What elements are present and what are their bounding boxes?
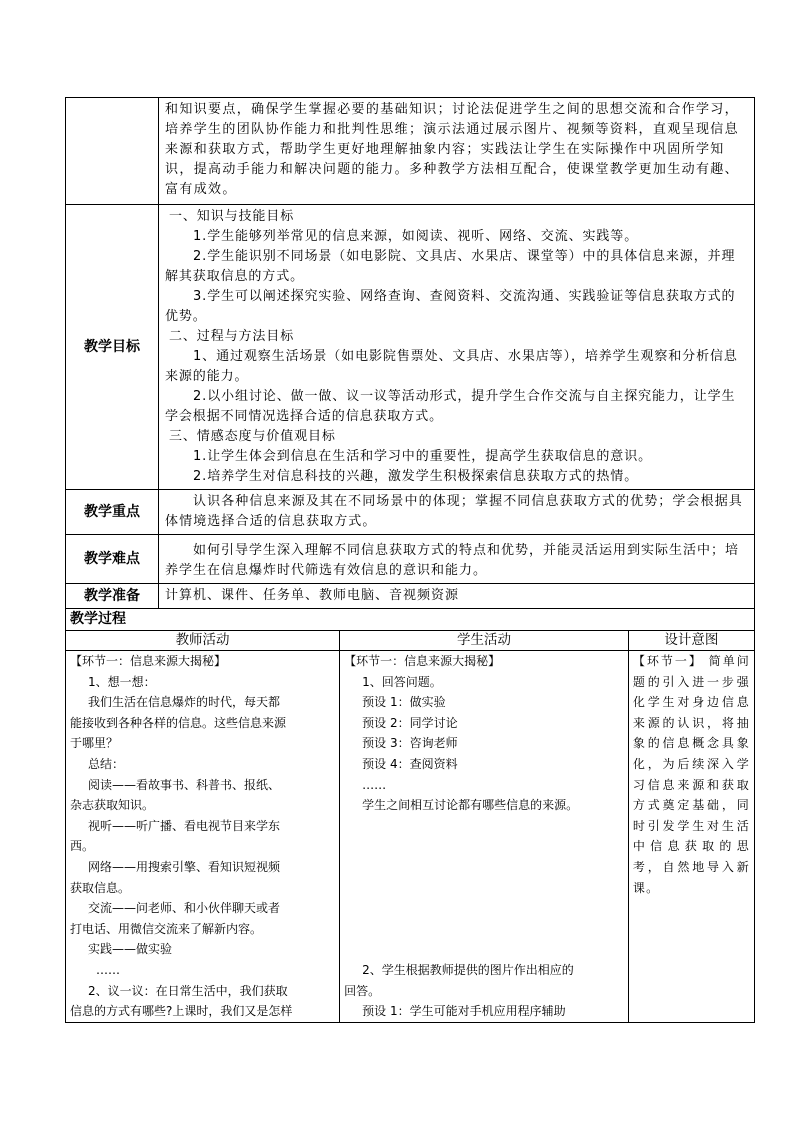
student-line: 回答。 bbox=[344, 983, 381, 998]
process-header-row bbox=[66, 631, 755, 651]
process-table bbox=[65, 630, 755, 1023]
teacher-line: 杂志获取知识。 bbox=[70, 798, 155, 813]
spacer bbox=[344, 939, 624, 960]
objective-attitude-1: 1.让学生体会到信息在生活和学习中的重要性，提高学生获取信息的意识。 bbox=[193, 449, 653, 464]
teacher-activity-cell bbox=[66, 651, 340, 1023]
objective-process-2: 2.以小组讨论、做一做、议一议等活动形式，提升学生合作交流与自主探究能力，让学生学会根据不同情况选择合适的信息获取方式。 bbox=[165, 389, 736, 424]
spacer bbox=[344, 878, 624, 899]
difficulties-row bbox=[66, 535, 755, 584]
teacher-line: 【环节一：信息来源大揭秘】 bbox=[70, 654, 227, 668]
spacer bbox=[344, 836, 624, 857]
teacher-line: 实践——做实验 bbox=[88, 942, 173, 957]
teacher-activity-header: 教师活动 bbox=[66, 631, 340, 651]
student-line: 预设 3：咨询老师 bbox=[362, 736, 458, 751]
teacher-line: 网络——用搜索引擎、看知识短视频 bbox=[88, 859, 281, 874]
objective-heading-attitude: 三、情感态度与价值观目标 bbox=[169, 429, 336, 444]
key-points-cell bbox=[159, 490, 755, 535]
spacer bbox=[344, 919, 624, 940]
spacer bbox=[344, 898, 624, 919]
difficulties-text: 如何引导学生深入理解不同信息获取方式的特点和优势，并能灵活运用到实际生活中；培养学生在信息爆炸时代筛选有效信息的意识和能力。 bbox=[165, 543, 740, 578]
student-line: 2、学生根据教师提供的图片作出相应的 bbox=[362, 962, 574, 977]
teacher-line: 获取信息。 bbox=[70, 880, 131, 895]
teacher-line: 于哪里？ bbox=[70, 736, 119, 751]
student-line: 【环节一：信息来源大揭秘】 bbox=[344, 654, 501, 668]
method-cell bbox=[159, 98, 755, 205]
process-title: 教学过程 bbox=[65, 609, 755, 630]
objectives-label: 教学目标 bbox=[66, 205, 159, 490]
difficulties-label: 教学难点 bbox=[66, 535, 159, 584]
teacher-line: 能接收到各种各样的信息。这些信息来源 bbox=[70, 715, 287, 730]
teacher-line: 打电话、用微信交流来了解新内容。 bbox=[70, 921, 263, 936]
teacher-line: 信息的方式有哪些?上课时，我们又是怎样 bbox=[70, 1004, 293, 1019]
teacher-line: 总结： bbox=[88, 756, 125, 771]
objective-heading-knowledge: 一、知识与技能目标 bbox=[169, 209, 295, 224]
student-activity-cell bbox=[340, 651, 629, 1023]
student-line: 1、回答问题。 bbox=[362, 674, 442, 689]
design-intent-text: 【环节一】 简单问题的引入进一步强化学生对身边信息来源的认识，将抽象的信息概念具象化，为后续深入学习信息来源和获取方式奠定基础，同时引发学生对生活中信息获取的思考，自然地导入新课。 bbox=[632, 654, 750, 895]
teacher-line: 1、想一想： bbox=[88, 674, 156, 689]
key-points-row bbox=[66, 490, 755, 535]
student-line: 预设 1：做实验 bbox=[362, 695, 446, 710]
objectives-row bbox=[66, 205, 755, 490]
lesson-plan-page bbox=[65, 97, 755, 1023]
method-label-cell bbox=[66, 98, 159, 205]
objective-attitude-2: 2.培养学生对信息科技的兴趣，激发学生积极探索信息获取方式的热情。 bbox=[193, 469, 639, 484]
student-line: …… bbox=[362, 777, 387, 792]
teacher-line: 视听——听广播、看电视节目来学东 bbox=[88, 818, 281, 833]
preparation-text: 计算机、课件、任务单、教师电脑、音视频资源 bbox=[165, 588, 460, 603]
design-intent-cell bbox=[628, 651, 754, 1023]
student-line: 学生之间相互讨论都有哪些信息的来源。 bbox=[362, 798, 579, 813]
teacher-line: 交流——问老师、和小伙伴聊天或者 bbox=[88, 901, 281, 916]
objective-heading-process: 二、过程与方法目标 bbox=[169, 329, 295, 344]
process-body-row bbox=[66, 651, 755, 1023]
difficulties-cell bbox=[159, 535, 755, 584]
method-row bbox=[66, 98, 755, 205]
preparation-label: 教学准备 bbox=[66, 584, 159, 609]
teacher-line: …… bbox=[96, 962, 120, 977]
spacer bbox=[344, 857, 624, 878]
key-points-text: 认识各种信息来源及其在不同场景中的体现；掌握不同信息获取方式的优势；学会根据具体情境选择合适的信息获取方式。 bbox=[165, 494, 743, 529]
objective-knowledge-3: 3.学生可以阐述探究实验、网络查询、查阅资料、交流沟通、实践验证等信息获取方式的优势。 bbox=[165, 289, 736, 324]
objective-knowledge-1: 1.学生能够列举常见的信息来源，如阅读、视听、网络、交流、实践等。 bbox=[193, 229, 639, 244]
key-points-label: 教学重点 bbox=[66, 490, 159, 535]
student-line: 预设 2：同学讨论 bbox=[362, 715, 458, 730]
teacher-line: 我们生活在信息爆炸的时代，每天都 bbox=[88, 695, 281, 710]
preparation-row bbox=[66, 584, 755, 609]
method-paragraph: 和知识要点，确保学生掌握必要的基础知识；讨论法促进学生之间的思想交流和合作学习，培养学生的团队协作能力和批判性思维；演示法通过展示图片、视频等资料，直观呈现信息来源和获取方式，帮助学生更好地理解抽象内容；实践法让学生在实际操作中巩固所学知识，提高动手能力和解决问题的能力。多种教学方法相互配合，使课堂教学更加生动有趣、富有成效。 bbox=[165, 102, 740, 197]
objectives-cell bbox=[159, 205, 755, 490]
preparation-cell bbox=[159, 584, 755, 609]
teacher-line: 阅读——看故事书、科普书、报纸、 bbox=[88, 777, 281, 792]
objective-knowledge-2: 2.学生能识别不同场景（如电影院、文具店、水果店、课堂等）中的具体信息来源，并理解其获取信息的方式。 bbox=[165, 249, 736, 284]
spacer bbox=[344, 816, 624, 837]
lesson-info-table bbox=[65, 97, 755, 609]
objective-process-1: 1、通过观察生活场景（如电影院售票处、文具店、水果店等），培养学生观察和分析信息来源的能力。 bbox=[165, 349, 738, 384]
design-intent-header: 设计意图 bbox=[628, 631, 754, 651]
teacher-line: 西。 bbox=[70, 839, 95, 854]
student-line: 预设 4：查阅资料 bbox=[362, 756, 458, 771]
student-line: 预设 1：学生可能对手机应用程序辅助 bbox=[362, 1004, 566, 1019]
student-activity-header: 学生活动 bbox=[340, 631, 629, 651]
teacher-line: 2、议一议：在日常生活中，我们获取 bbox=[88, 983, 288, 998]
